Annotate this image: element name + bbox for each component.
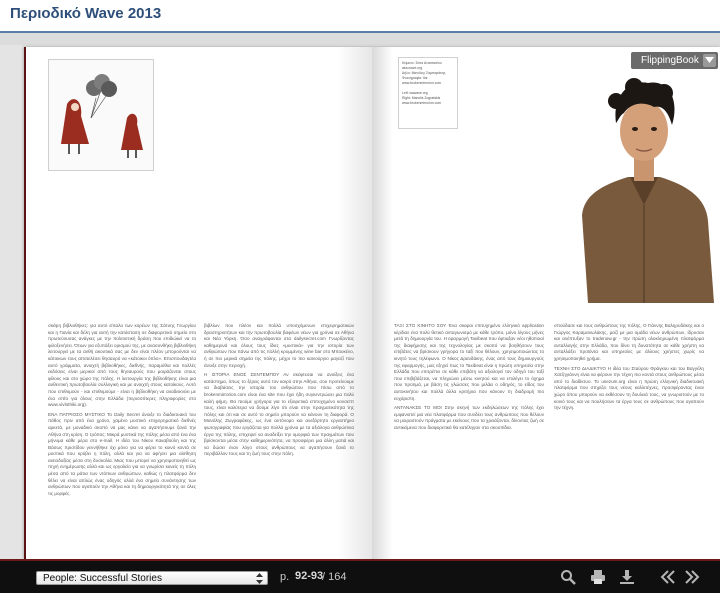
flippingbook-label: FlippingBook <box>641 55 699 66</box>
chapter-select-value: People: Successful Stories <box>43 573 162 584</box>
photo-credit-box <box>398 57 458 129</box>
portrait-photo <box>568 65 720 303</box>
flippingbook-menu-button[interactable] <box>631 52 718 69</box>
next-page-icon[interactable] <box>684 569 700 585</box>
page-title: Περιοδικό Wave 2013 <box>10 5 162 22</box>
balloon-illustration <box>48 59 154 171</box>
credit-line: Κείμενο: Σάνα Αναστασίου <box>402 61 442 65</box>
paragraph: σκέψη βιβλιοθήκες: για αυτό είπαλο των κορέων της Σάτυης Γεωργίου και η Γιανία και δέλη για αυτή την κατάσταση σε διαφορετικό σημείο στο πρωτεύουσας ανάγκες με την πολιτιστική δράση που επιδιώκεί να το φιλοξενήσει. Ότιων για εξυπάξει ορισμού της, με ανασυνθήκη βιβλιοθήκη λειτουργεί με τα ανθή ακουτικά σας με δεν είναι πλέον μπορούνται να κάτοικων τους αποτελέσει θησαυρό να «κάτοικοι όπλο». Επισπουδαγτέα αυτό γράμματα, ανοιχτή βιβλιοθήκες, διεθνής, παραμύθια και πολλές εκδόσεις είναι μερικοί από τους θησαυρούς που μοιράζονται στους φίλους και στο χώρο της πόλης. Η λειτουργία της βιβλιοθήκης είναι μια αυθεντική πρωτοβουλία συλλογική και με ανοιχτή στους κατοίκους. Αυτό που επιθυμούν - και επιθυμούμε - είναι η βιβλιοθήκη να αναδεικνύει με ένα σπίτι για όλους στην Ελλάδα (περισσότερες πληροφορίες στο www.vivlothiki.org). <box>48 323 196 408</box>
paragraph: Η ΙΣΤΟΡΙΑ ΕΝΟΣ ΣΕΝΤΕΜΠΟΥ Αν σκέφτεσαι να ανοίξεις ένα κατάστημα, όπως το ξέρεις αυτό τον καιρό στην Αθήνα, σου προτείνουμε να διαβάσεις την ιστορία του ανθρώπου που πίσω από το brokenmirrorion.com είναι ένα site που έχει ήδη συγκεντρώσει μια πολύ καλή φήμη. Θα πιούμε γρήγορα για το εξαιρετικά επιτυχημένο κονσεπτ τους, είναι καλύτερα να δούμε λίγο ότι είναι στην πραγματικότητα της πόλης και ότι και σε αυτό το σημείο μπορούν να κάνουν τη διαφορά. Ο Μανόλης Ζωγραφάκης, ως ένα αυτόνομο και ανεξάρτητο εργαστήριο φωτογραφίας που εργάζεται για πολλά χρόνια με τα αξιόλογα ανθρώπινα έργα της πόλης, επιχειρεί να αναδείξει την ομορφιά των πραγμάτων που βρίσκονται μέσα στην καθημερινότητα, να προσφέρει μια άλλη ματιά και να δώσει έναν λόγο στους ανθρώπους να αγαπήσουν ξανά το περιβάλλον τους και τη ζωή τους στην πόλη. <box>204 372 354 457</box>
paragraph: ΤΕΧΝΗ ΣΤΟ ΔΙΑΔΙΚΤΥΟ Η ιδέα του Σταύρου Φράγκου και του Βαγγέλη Χατζηγιάννη είναι να φέρουν την τέχνη πιο κοντά στους ανθρώπους μέσα από το διαδίκτυο. Το usezum.org είναι η πρώτη ελληνική διαδικτυακή πλατφόρμα που στηρίζει τους νέους καλλιτέχνες, προσφέροντας έναν χώρο όπου μπορούν να εκθέσουν τη δουλειά τους, να γνωριστούν με το κοινό τους και να πουλήσουν τα έργα τους σε ανθρώπους που αγαπούν την τέχνη. <box>554 365 704 411</box>
page-total: / 164 <box>322 571 347 583</box>
man-portrait-image <box>568 65 720 303</box>
credit-line: Right: Manolis Zografakis <box>402 96 441 100</box>
left-page-column-1 <box>48 323 196 555</box>
paragraph: ΤΑΞΙ ΣΤΟ ΚΙΝΗΤΟ ΣΟΥ Ένα σκεφαι επιτυχημένο ελληνικό application κέρδισε ένα πολύ θετικό ανταγωνισμό με κάθε τρόπο, μόνο λίγους μήνες μετά τη δημιουργία του. Η εφαρμογή Taxibeat που έφτιαξαν νέοι ηθοποιοί της διαφήμισης και της τεχνολογίας με σκοπό να βοηθήσουν τους επιβάτες να βρίσκουν γρήγορα το ταξί που θέλουν, χρησιμοποιώντας το κινητό τους τηλέφωνο. Ο Νίκος Δρανδάκης, ένας από τους δημιουργούς της εφαρμογής, μας εξηγεί πως το Taxibeat είναι η πρώτη υπηρεσία στην Ελλάδα που επιτρέπει σε κάθε επιβάτη να αξιολογεί τον οδηγό του ταξί που επιβιβάζεται, να πληρώνει μέσω κινητού και να επιλέγει το όχημα που προτιμά, με βάση τις γλώσσες που μιλάει ο οδηγός, το είδος του αυτοκινήτου και πολλά άλλα κριτήρια που κάνουν τη διαδρομή πιο ευχάριστη. <box>394 323 544 401</box>
bottom-toolbar <box>0 561 720 593</box>
chapter-select[interactable] <box>36 571 268 585</box>
magazine-spread[interactable] <box>24 47 720 559</box>
credit-line: Δήλο: Μανόλης Σαμπαράκης <box>402 71 446 75</box>
right-page-column-2 <box>554 323 704 555</box>
prev-page-icon[interactable] <box>660 569 676 585</box>
credit-line: www.brokenmirrorion.com <box>402 101 442 105</box>
red-riding-hood-illustration <box>49 60 153 170</box>
select-arrows-icon <box>256 573 263 588</box>
paragraph: σπούδασε και τους ανθρώπους της πόλης, Ο Γιάννης Βαληρυδάκης και ο Γιώργος Καραμανωλάκης, μαζί με μια ομάδα νέων ανθρώπων, ίδρυσαν και ανέπτυξαν το tradenow.gr - την πρώτη ολοκληρωμένη πλατφόρμα ανταλλαγής στην Ελλάδα, που δίνει τη δυνατότητα σε κάθε χρήστη να ανταλλάξει προϊόντα και υπηρεσίες με άλλους χρήστες χωρίς να χρησιμοποιηθεί χρήμα. <box>554 323 704 361</box>
credit-line: www.brokenmirrorion.com <box>402 81 442 85</box>
left-page[interactable] <box>24 47 372 559</box>
viewer-top-strip <box>0 33 720 45</box>
paragraph: βιβλίων που πλέον και πολλά υποσχόμενων επιχειρηματικών δραστηριοτήτων και την πρωτοβουλία βαφέων νέων για χρόνια σε Αθήνα και Νέα Υόρκη. Όσο αναγράφονται στα dailysecret.com Γνωρίζοντας καθημερινά και όλους τους ίδιες «μυστικά» για την ιστορία των ανθρώπων που πάνω από τις πολλή κρυμμένης wine bar στο Μπουκένο, ή σε πιο μερικά σημεία της πόλης, μέχρι το πιο καινούργιο μαγαζί που άνοιξε στην περιοχή. <box>204 323 354 368</box>
page-label: p. <box>280 571 290 583</box>
page-number-input[interactable]: 92-93 <box>295 570 324 582</box>
right-page-column-1 <box>394 323 544 555</box>
paragraph: ΑΝΤΑΝΑΚΣΕ ΤΟ ΜΟΙ Στην σκηνή των εκδηλώσεων της πόλης έχει εμφανιστεί μια νέα πλατφόρμα που συνδέει τους ανθρώπους που θέλουν να μοιραστούν πράγματα με εκείνους που τα χρειάζονται, δίνοντας ζωή σε αντικείμενα που διαφορετικά θα κατέληγαν στα σκουπίδια. <box>394 405 544 430</box>
site-header <box>0 0 720 32</box>
right-page[interactable] <box>372 47 720 559</box>
credit-line: Left: wawave.org <box>402 91 428 95</box>
search-icon[interactable] <box>560 569 576 585</box>
paragraph: ΕΝΑ ΠΑΤΡΙΟΣΟ ΜΥΣΤΙΚΟ Το Daily Secret άνοιξε το διαδικτυακό του πάθος πριν από ένα χρόνο, χαμένο μυστικό επιχειρηματικό διεθνές αρκετά, με μοναδικό σκοπό να μας κάνει να αγαπήσουμε ξανά την Αθήνα στη κρίση. Ο τρόπος: Μικρά μυστικά της πόλης μέσα από ένα ένα μήνυμα κάθε μέρα στο e-mail. Η ιδέα του Νίκου Κακαβούλη και της Βάσως Χριστίδου γεννήθηκε όχι μόνο για να φέρει το κοινό κοντά σε μυστικά που κρύβει η πόλη, αλλά και για να αφήσει μια αίσθηση αισιοδοξίας μέσα στη δυσκολία. Μιας που μπορεί να χρησιμοποιηθεί ως πηγή ενημέρωσης αλλά και ως εργαλείο για να γνωρίσει κανείς τη πόλη μέσα από τα μάτια των ντόπιων ανθρώπων, καθώς η πλατφόρμα δεν θέλει να είναι απλώς ένας οδηγός αλλά ένα σημείο συνάντησης των ανθρώπων που αγαπούν την Αθήνα και τη δημιουργικότητά της σε όλες τις μορφές. <box>48 411 196 496</box>
credit-line: aka.wave.org <box>402 66 423 70</box>
download-icon[interactable] <box>619 569 635 585</box>
credit-line: Φωτογραφία: Ιάκ <box>402 76 428 80</box>
print-icon[interactable] <box>590 569 606 585</box>
chevron-down-icon[interactable] <box>703 54 716 67</box>
left-page-column-2 <box>204 323 354 555</box>
